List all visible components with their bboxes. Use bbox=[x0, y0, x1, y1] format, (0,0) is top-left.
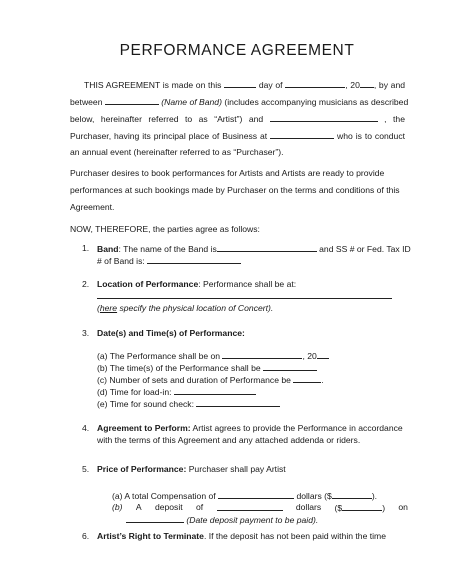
performance-time-field[interactable] bbox=[263, 362, 317, 371]
business-address-blank[interactable] bbox=[270, 130, 334, 139]
section-3-item-b: (b) The time(s) of the Performance shall be bbox=[97, 362, 317, 374]
section-4-line-2: with the terms of this Agreement and any attached addenda or riders. bbox=[97, 435, 361, 445]
intro-line-1: THIS AGREEMENT is made on this day of , 20 , by and bbox=[84, 80, 406, 90]
intro-line-2: between (Name of Band) (includes accompanying musicians as described bbox=[70, 97, 409, 107]
document-title: PERFORMANCE AGREEMENT bbox=[119, 42, 355, 59]
load-in-time-field[interactable] bbox=[174, 386, 256, 395]
total-compensation-amount-field[interactable] bbox=[332, 490, 372, 499]
deposit-amount-field[interactable] bbox=[342, 502, 382, 511]
para2-line-1: Purchaser desires to book performances for Artists and Artists are ready to provide bbox=[70, 168, 385, 178]
section-5-line-1: Price of Performance: Purchaser shall pay Artist bbox=[97, 464, 286, 474]
section-2-line-1: Location of Performance: Performance shall be at: bbox=[97, 279, 297, 289]
section-3-number: 3. bbox=[82, 328, 90, 338]
section-1-number: 1. bbox=[82, 243, 90, 253]
performance-date-field[interactable] bbox=[222, 350, 302, 359]
section-3-heading: Date(s) and Time(s) of Performance: bbox=[97, 328, 245, 338]
now-therefore-line: NOW, THEREFORE, the parties agree as follows: bbox=[70, 224, 260, 234]
band-name-blank[interactable] bbox=[105, 96, 159, 105]
intro-line-4: Purchaser, having its principal place of Business at who is to conduct bbox=[70, 131, 406, 141]
section-2-number: 2. bbox=[82, 279, 90, 289]
total-compensation-words-field[interactable] bbox=[218, 490, 294, 499]
location-note: (here specify the physical location of Concert). bbox=[97, 303, 274, 313]
section-6-line-1: Artist’s Right to Terminate. If the deposit has not been paid within the time bbox=[97, 531, 386, 541]
intro-line-3: below, hereinafter referred to as “Artist”) and , the bbox=[70, 114, 405, 124]
section-3-item-a: (a) The Performance shall be on , 20 bbox=[97, 350, 329, 362]
section-5-number: 5. bbox=[82, 464, 90, 474]
tax-id-field[interactable] bbox=[147, 255, 241, 264]
section-5-item-b-line-2: (Date deposit payment to be paid). bbox=[126, 514, 318, 526]
deposit-date-field[interactable] bbox=[126, 514, 184, 523]
section-5-item-a: (a) A total Compensation of dollars ($ ). bbox=[112, 491, 378, 501]
section-4-number: 4. bbox=[82, 423, 90, 433]
performance-year-field[interactable] bbox=[317, 350, 329, 359]
sound-check-time-field[interactable] bbox=[196, 398, 280, 407]
deposit-words-field[interactable] bbox=[217, 502, 283, 511]
section-1-line-2: # of Band is: bbox=[97, 255, 241, 267]
section-5-item-b: (b) A deposit of dollars ($ ) on bbox=[112, 502, 408, 513]
day-blank[interactable] bbox=[224, 79, 256, 88]
section-4-line-1: Agreement to Perform: Artist agrees to provide the Performance in accordance bbox=[97, 423, 403, 433]
para2-line-3: Agreement. bbox=[70, 202, 115, 212]
intro-line-5: an annual event (hereinafter referred to as “Purchaser”). bbox=[70, 147, 284, 157]
section-3-item-d: (d) Time for load-in: bbox=[97, 386, 256, 398]
section-6-number: 6. bbox=[82, 531, 90, 541]
para2-line-2: performances at such bookings made by Purchaser on the terms and conditions of this bbox=[70, 185, 400, 195]
section-1-line-1: Band: The name of the Band is and SS # or Fed. Tax ID bbox=[97, 244, 411, 254]
location-field-line bbox=[97, 290, 392, 302]
section-3-item-c: (c) Number of sets and duration of Performance be . bbox=[97, 375, 324, 385]
section-3-item-e: (e) Time for sound check: bbox=[97, 398, 280, 410]
location-field[interactable] bbox=[97, 290, 392, 299]
year-blank[interactable] bbox=[360, 79, 374, 88]
month-blank[interactable] bbox=[285, 79, 345, 88]
purchaser-name-blank[interactable] bbox=[270, 113, 378, 122]
band-name-field[interactable] bbox=[217, 243, 317, 252]
sets-duration-field[interactable] bbox=[293, 374, 321, 383]
